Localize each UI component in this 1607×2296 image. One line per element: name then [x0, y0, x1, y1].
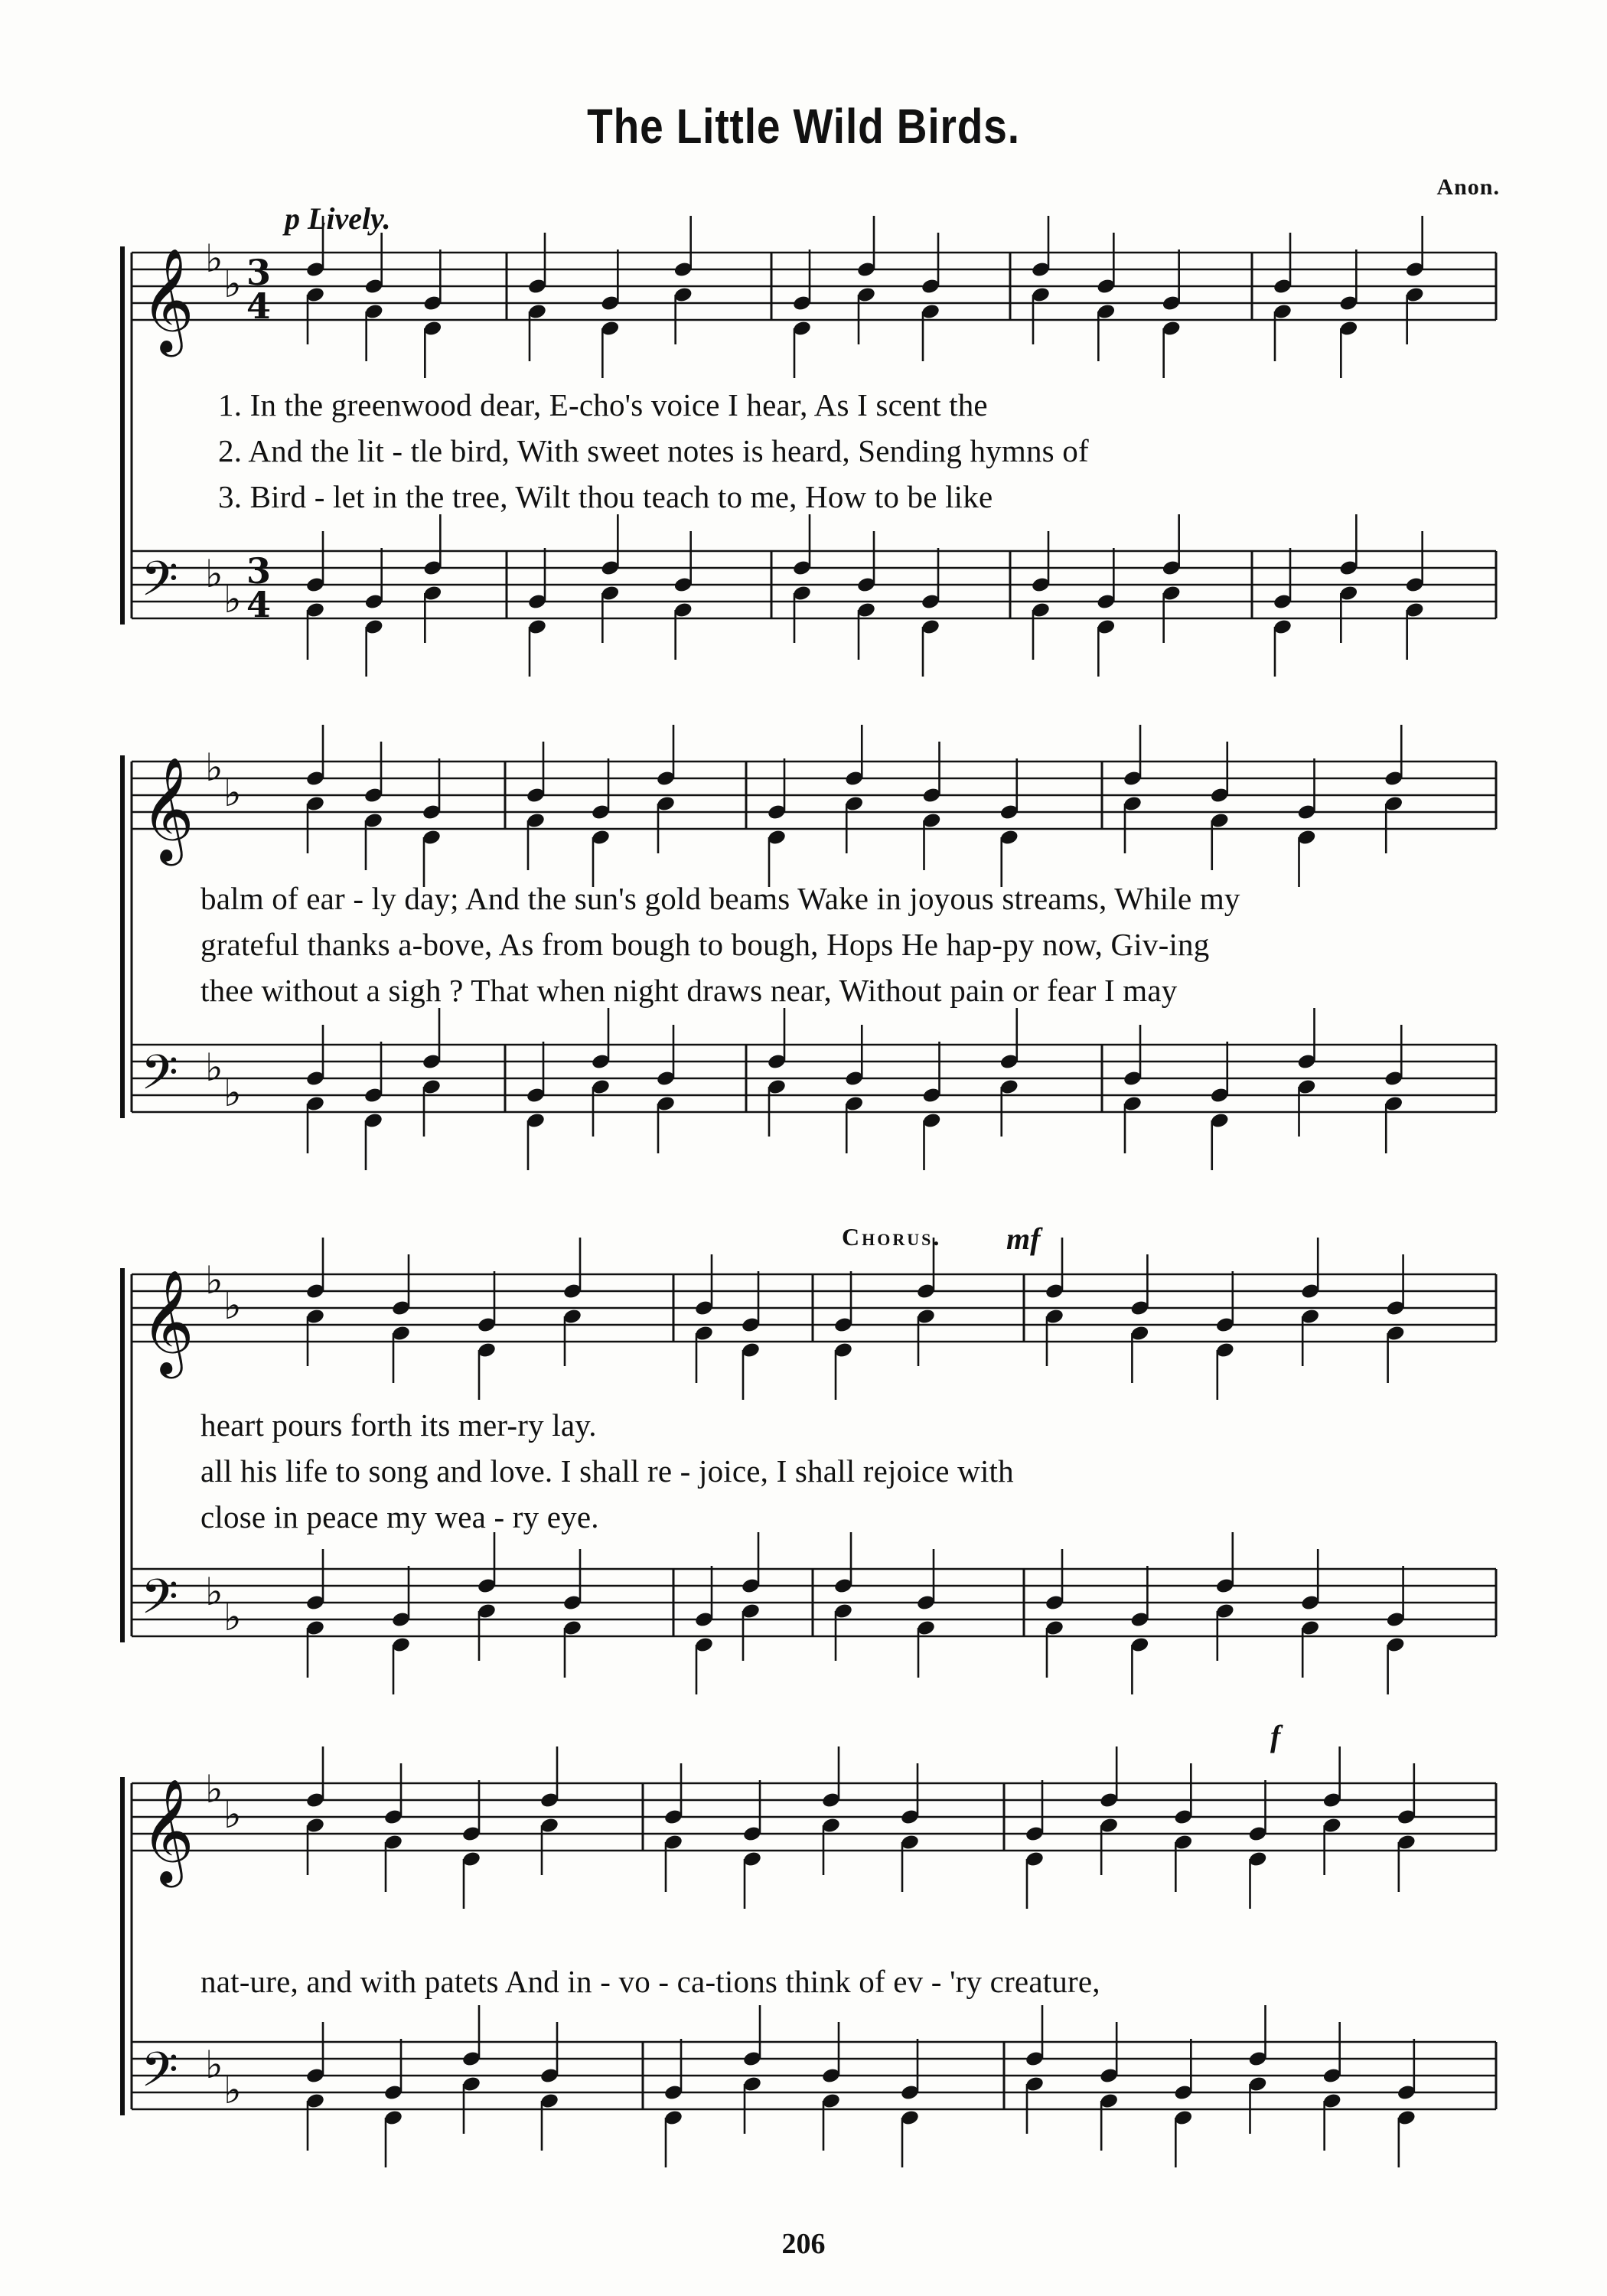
flat-icon: ♭ [205, 1570, 223, 1614]
lyric-line: close in peace my wea - ry eye. [200, 1499, 599, 1534]
lyric-line: balm of ear - ly day; And the sun's gold beams Wake in joyous streams, While my [200, 881, 1240, 916]
tempo-marking: p Lively. [285, 201, 391, 236]
flat-icon: ♭ [205, 1045, 223, 1090]
treble-clef-icon: 𝄞 [141, 1777, 194, 1883]
bass-clef-icon: 𝄢 [141, 550, 178, 618]
time-signature-bottom: 4 [246, 584, 272, 625]
bass-clef-icon: 𝄢 [141, 1044, 178, 1112]
time-signature-bottom: 4 [246, 285, 272, 327]
bass-clef-icon: 𝄢 [141, 1568, 178, 1636]
treble-clef-icon: 𝄞 [141, 246, 194, 352]
time-signature-top: 3 [246, 550, 272, 592]
flat-icon: ♭ [223, 2068, 242, 2112]
chorus-dynamic: mf [1006, 1221, 1041, 1256]
chorus-label: Chorus. [842, 1223, 942, 1251]
bass-clef-icon: 𝄢 [141, 2041, 178, 2109]
lyric-line: thee without a sigh ? That when night draws near, Without pain or fear I may [200, 973, 1178, 1008]
lyric-line: 2. And the lit - tle bird, With sweet notes is heard, Sending hymns of [218, 433, 1089, 468]
flat-icon: ♭ [205, 745, 223, 790]
lyric-line: 3. Bird - let in the tree, Wilt thou teach to me, How to be like [218, 479, 993, 514]
flat-icon: ♭ [205, 236, 223, 281]
lyric-line: nat-ure, and with patets And in - vo - ca-tions think of ev - 'ry creature, [200, 1964, 1100, 1999]
flat-icon: ♭ [205, 1258, 223, 1303]
lyric-line: heart pours forth its mer-ry lay. [200, 1407, 597, 1443]
flat-icon: ♭ [223, 1595, 242, 1639]
flat-icon: ♭ [205, 2043, 223, 2087]
flat-icon: ♭ [223, 771, 242, 815]
flat-icon: ♭ [223, 577, 242, 621]
flat-icon: ♭ [223, 1283, 242, 1328]
treble-clef-icon: 𝄞 [141, 1268, 194, 1374]
time-signature-top: 3 [246, 252, 272, 293]
flat-icon: ♭ [223, 1792, 242, 1837]
forte-marking: f [1270, 1719, 1281, 1753]
page-number: 206 [781, 2228, 826, 2260]
flat-icon: ♭ [223, 1071, 242, 1115]
flat-icon: ♭ [223, 262, 242, 306]
flat-icon: ♭ [205, 552, 223, 596]
author-credit: Anon. [1436, 174, 1500, 200]
treble-clef-icon: 𝄞 [141, 755, 194, 861]
lyric-line: grateful thanks a-bove, As from bough to bough, Hops He hap-py now, Giv-ing [200, 927, 1210, 962]
flat-icon: ♭ [205, 1767, 223, 1812]
lyric-line: 1. In the greenwood dear, E-cho's voice I hear, As I scent the [218, 387, 988, 422]
song-title: The Little Wild Birds. [587, 99, 1020, 154]
lyric-line: all his life to song and love. I shall re - joice, I shall rejoice with [200, 1453, 1014, 1489]
